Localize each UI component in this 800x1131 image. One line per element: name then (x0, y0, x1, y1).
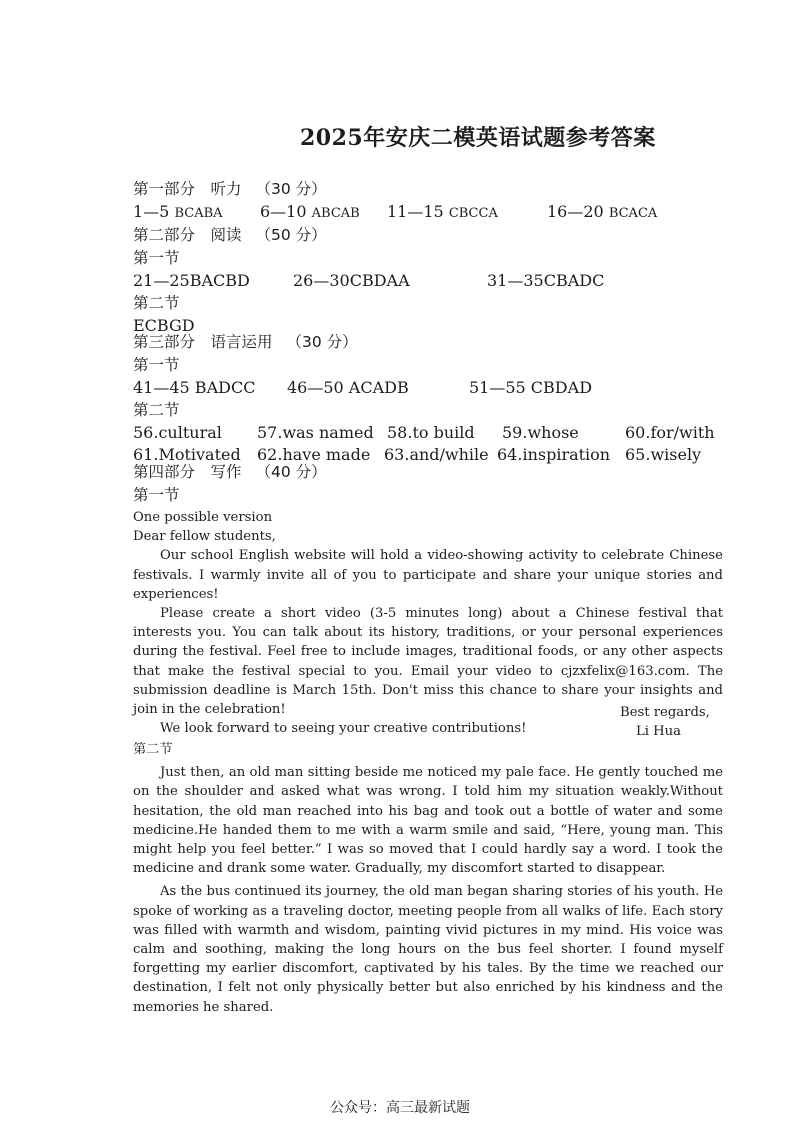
fill-answer: 60.for/with (625, 423, 715, 442)
section-label: 第一节 (133, 249, 180, 267)
answer-letters: BCACA (608, 206, 658, 221)
part2-heading-text: 第二部分 阅读 (133, 226, 242, 244)
continuation-essay (133, 740, 723, 1017)
fill-answer: 56.cultural (133, 423, 222, 442)
answer-letters: ABCAB (311, 206, 360, 221)
answer-letters: BCABA (174, 206, 223, 221)
part2-section2-answer: ECBGD (133, 316, 195, 335)
letter-paragraph: We look forward to seeing your creative contributions! (160, 721, 527, 737)
answer-group: 51—55 CBDAD (469, 378, 593, 397)
part2-answers-row (133, 270, 723, 292)
part3-heading-text: 第三部分 语言运用 (133, 333, 273, 351)
part4-writing (133, 461, 723, 507)
letter-paragraph: Our school English website will hold a video-showing activity to celebrate Chinese festivals. I warmly invite all of you to participate and share your unique stories and experiences! (133, 548, 723, 602)
section-label: 第一节 (133, 356, 180, 374)
fill-answer: 62.have made (257, 445, 371, 464)
answer-range: 1—5 (133, 202, 170, 221)
fill-answer: 58.to build (387, 423, 475, 442)
section-label: 第二节 (133, 401, 180, 419)
story-paragraph: Just then, an old man sitting beside me noticed my pale face. He gently touched me on the shoulder and asked what was wrong. I told him my situation weakly.Without hesitation, the old man reached into his bag and took out a bottle of water and some medicine.He handed them to me with a warm smile and said, “Here, young man. This might help you feel better.” I was so moved that I could hardly say a word. I took the medicine and drank some water. Gradually, my discomfort started to disappear. (133, 765, 723, 877)
answer-group (260, 201, 360, 225)
part3-heading (133, 331, 723, 354)
part3-language-use (133, 331, 723, 466)
answer-range: 6—10 (260, 202, 307, 221)
part2-heading (133, 224, 723, 247)
part1-points: （30 分） (255, 180, 327, 198)
fill-answer: 57.was named (257, 423, 374, 442)
section-label: 第二节 (133, 742, 173, 757)
part2-points: （50 分） (255, 226, 327, 244)
part4-heading (133, 461, 723, 484)
answer-group: 46—50 ACADB (287, 378, 409, 397)
fill-answer: 61.Motivated (133, 445, 241, 464)
answer-group (387, 201, 498, 225)
part1-listening (133, 178, 723, 223)
part3-fill-row-1 (133, 422, 723, 444)
part1-heading-text: 第一部分 听力 (133, 180, 242, 198)
part2-reading (133, 224, 723, 337)
answer-group: 21—25BACBD (133, 271, 250, 290)
letter-closing: Best regards, (620, 705, 710, 720)
answer-group: 31—35CBADC (487, 271, 605, 290)
answer-range: 16—20 (547, 202, 604, 221)
section-label: 第二节 (133, 294, 180, 312)
fill-answer: 59.whose (502, 423, 579, 442)
part1-heading (133, 178, 723, 201)
part4-heading-text: 第四部分 写作 (133, 463, 242, 481)
fill-answer: 64.inspiration (497, 445, 611, 464)
letter-signature: Li Hua (636, 724, 682, 739)
answer-group: 26—30CBDAA (293, 271, 410, 290)
answer-letters: CBCCA (448, 206, 498, 221)
fill-answer: 63.and/while (384, 445, 489, 464)
story-paragraph: As the bus continued its journey, the old man began sharing stories of his youth. He spoke of working as a traveling doctor, meeting people from all walks of life. Each story was filled with warmth and wisdom, painting vivid pictures in my mind. His voice was calm and soothing, making the long hours on the bus feel shorter. I found myself forgetting my earlier discomfort, captivated by his tales. By the time we reached our destination, I felt not only physically better but also enriched by his kindness and the memories he shared. (133, 884, 723, 1015)
fill-answer: 65.wisely (625, 445, 702, 464)
footer-credit: 公众号：高三最新试题 (330, 1100, 470, 1116)
letter-paragraph: Please create a short video (3-5 minutes long) about a Chinese festival that interests you. You can talk about its history, traditions, or your personal experiences during the festival. Feel free to include images, traditional foods, or any other aspects that make the festival special to you. Email your video to cjzxfelix@163.com. The submission deadline is March 15th. Don't miss this chance to share your insights and join in the celebration! (133, 606, 723, 718)
answer-range: 11—15 (387, 202, 444, 221)
answer-group (547, 201, 657, 225)
answer-group: 41—45 BADCC (133, 378, 256, 397)
section-label: 第一节 (133, 486, 180, 504)
page-title: 2025年安庆二模英语试题参考答案 (300, 125, 656, 151)
part4-points: （40 分） (255, 463, 327, 481)
part3-answers-row (133, 377, 723, 399)
letter-greeting: Dear fellow students, (133, 529, 276, 545)
part3-points: （30 分） (286, 333, 358, 351)
part1-answers-row (133, 201, 723, 223)
answer-group (133, 201, 223, 225)
version-label: One possible version (133, 510, 273, 525)
